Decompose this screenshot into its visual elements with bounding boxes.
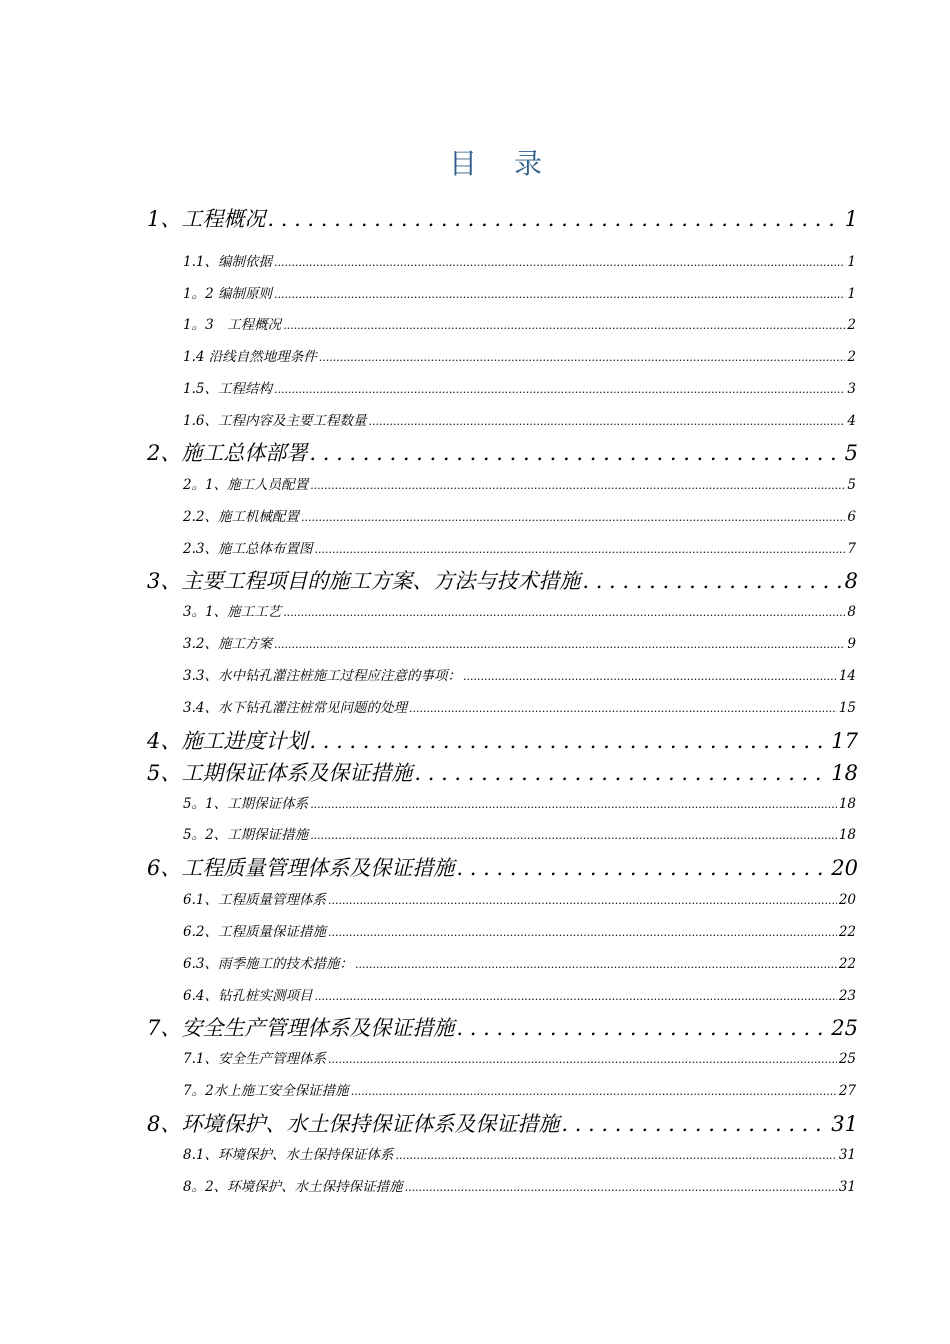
dot-leader (414, 761, 829, 785)
dot-leader (274, 254, 845, 270)
dot-leader (310, 827, 837, 843)
toc-entry-label: 3、主要工程项目的施工方案、方法与技术措施 (147, 569, 581, 593)
toc-page-number: 1 (844, 207, 858, 231)
dot-leader (561, 1112, 829, 1136)
toc-page-number: 1 (847, 286, 856, 302)
toc-entry-label: 6.3、雨季施工的技术措施： (183, 956, 353, 972)
toc-page-number: 6 (847, 509, 856, 525)
dot-leader (355, 956, 837, 972)
toc-entry-label: 6.2、工程质量保证措施 (183, 924, 326, 940)
toc-entry-label: 1。2 编制原则 (183, 286, 272, 302)
toc-page-number: 20 (838, 892, 856, 908)
toc-page-number: 25 (831, 1016, 858, 1040)
toc-entry-label: 6.4、钻孔桩实测项目 (183, 988, 313, 1004)
toc-page-number: 5 (844, 441, 858, 465)
toc-page-number: 7 (847, 541, 856, 557)
dot-leader (328, 892, 837, 908)
toc-section-entry[interactable] (183, 505, 856, 525)
dot-leader (409, 700, 837, 716)
toc-page-number: 23 (838, 988, 856, 1004)
toc-entry-label: 5。2、工期保证措施 (183, 827, 309, 843)
toc-entry-label: 2.3、施工总体布置图 (183, 541, 313, 557)
dot-leader (309, 441, 842, 465)
toc-entry-label: 1。3 工程概况 (183, 317, 282, 333)
toc-section-entry[interactable] (183, 313, 856, 333)
toc-entry-label: 3.4、水下钻孔灌注桩常见问题的处理 (183, 700, 407, 716)
toc-entry-label: 7。2水上施工安全保证措施 (183, 1083, 349, 1099)
toc-page-number: 8 (844, 569, 858, 593)
toc-chapter-entry[interactable] (147, 437, 858, 467)
dot-leader (463, 668, 837, 684)
toc-section-entry[interactable] (183, 282, 856, 302)
toc-page-number: 17 (831, 729, 858, 753)
toc-page-number: 25 (838, 1051, 856, 1067)
toc-page-number: 15 (838, 700, 856, 716)
toc-section-entry[interactable] (183, 792, 856, 812)
toc-section-entry[interactable] (183, 632, 856, 652)
toc-entry-label: 7.1、安全生产管理体系 (183, 1051, 326, 1067)
toc-section-entry[interactable] (183, 696, 856, 716)
toc-entry-label: 1.5、工程结构 (183, 381, 272, 397)
dot-leader (456, 856, 829, 880)
toc-chapter-entry[interactable] (147, 203, 858, 233)
toc-entry-label: 3。1、施工工艺 (183, 604, 282, 620)
dot-leader (314, 541, 845, 557)
toc-chapter-entry[interactable] (147, 852, 858, 882)
dot-leader (310, 477, 845, 493)
dot-leader (283, 317, 845, 333)
dot-leader (328, 1051, 837, 1067)
toc-entry-label: 1.1、编制依据 (183, 254, 272, 270)
toc-entry-label: 1、工程概况 (147, 207, 266, 231)
dot-leader (405, 1179, 837, 1195)
dot-leader (267, 207, 842, 231)
toc-page-number: 3 (847, 381, 856, 397)
toc-entry-label: 5。1、工期保证体系 (183, 796, 309, 812)
toc-chapter-entry[interactable] (147, 1108, 858, 1138)
toc-page-number: 2 (847, 317, 856, 333)
toc-entry-label: 6、工程质量管理体系及保证措施 (147, 856, 455, 880)
toc-section-entry[interactable] (183, 600, 856, 620)
toc-entry-label: 3.2、施工方案 (183, 636, 272, 652)
toc-chapter-entry[interactable] (147, 1012, 858, 1042)
dot-leader (314, 988, 836, 1004)
toc-entry-label: 2、施工总体部署 (147, 441, 308, 465)
dot-leader (310, 796, 837, 812)
toc-page-number: 27 (838, 1083, 856, 1099)
dot-leader (395, 1147, 836, 1163)
dot-leader (274, 286, 845, 302)
dot-leader (301, 509, 845, 525)
toc-page-number: 4 (847, 413, 856, 429)
toc-page-number: 1 (847, 254, 856, 270)
toc-page-number: 31 (831, 1112, 858, 1136)
toc-chapter-entry[interactable] (147, 565, 858, 595)
toc-section-entry[interactable] (183, 823, 856, 843)
toc-section-entry[interactable] (183, 952, 856, 972)
dot-leader (582, 569, 842, 593)
toc-page-number: 18 (838, 827, 856, 843)
toc-section-entry[interactable] (183, 537, 856, 557)
toc-section-entry[interactable] (183, 409, 856, 429)
toc-section-entry[interactable] (183, 250, 856, 270)
toc-section-entry[interactable] (183, 920, 856, 940)
toc-section-entry[interactable] (183, 664, 856, 684)
toc-page-number: 31 (838, 1147, 856, 1163)
toc-section-entry[interactable] (183, 1079, 856, 1099)
toc-section-entry[interactable] (183, 888, 856, 908)
dot-leader (274, 381, 845, 397)
toc-title: 目 录 (449, 147, 556, 180)
toc-entry-label: 1.4 沿线自然地理条件 (183, 349, 317, 365)
toc-page-number: 31 (838, 1179, 856, 1195)
toc-page-number: 20 (831, 856, 858, 880)
toc-entry-label: 5、工期保证体系及保证措施 (147, 761, 413, 785)
dot-leader (328, 924, 837, 940)
toc-entry-label: 6.1、工程质量管理体系 (183, 892, 326, 908)
toc-page-number: 18 (831, 761, 858, 785)
toc-page-number: 5 (847, 477, 856, 493)
toc-section-entry[interactable] (183, 473, 856, 493)
toc-chapter-entry[interactable] (147, 757, 858, 787)
toc-section-entry[interactable] (183, 984, 856, 1004)
toc-page-number: 9 (847, 636, 856, 652)
toc-page-number: 8 (847, 604, 856, 620)
toc-entry-label: 3.3、水中钻孔灌注桩施工过程应注意的事项： (183, 668, 461, 684)
toc-page-number: 22 (838, 956, 856, 972)
dot-leader (351, 1083, 837, 1099)
toc-section-entry[interactable] (183, 345, 856, 365)
toc-section-entry[interactable] (183, 1143, 856, 1163)
dot-leader (274, 636, 845, 652)
toc-page-number: 2 (847, 349, 856, 365)
toc-section-entry[interactable] (183, 1175, 856, 1195)
toc-section-entry[interactable] (183, 377, 856, 397)
dot-leader (283, 604, 845, 620)
dot-leader (309, 729, 829, 753)
dot-leader (456, 1016, 829, 1040)
toc-section-entry[interactable] (183, 1047, 856, 1067)
toc-entry-label: 8。2、环境保护、水土保持保证措施 (183, 1179, 403, 1195)
toc-entry-label: 2。1、施工人员配置 (183, 477, 309, 493)
toc-page-number: 14 (838, 668, 856, 684)
toc-entry-label: 7、安全生产管理体系及保证措施 (147, 1016, 455, 1040)
dot-leader (368, 413, 845, 429)
toc-entry-label: 4、施工进度计划 (147, 729, 308, 753)
toc-chapter-entry[interactable] (147, 725, 858, 755)
dot-leader (319, 349, 846, 365)
toc-page-number: 22 (838, 924, 856, 940)
toc-entry-label: 2.2、施工机械配置 (183, 509, 299, 525)
toc-entry-label: 1.6、工程内容及主要工程数量 (183, 413, 367, 429)
toc-entry-label: 8.1、环境保护、水土保持保证体系 (183, 1147, 394, 1163)
toc-page-number: 18 (838, 796, 856, 812)
toc-entry-label: 8、环境保护、水土保持保证体系及保证措施 (147, 1112, 560, 1136)
